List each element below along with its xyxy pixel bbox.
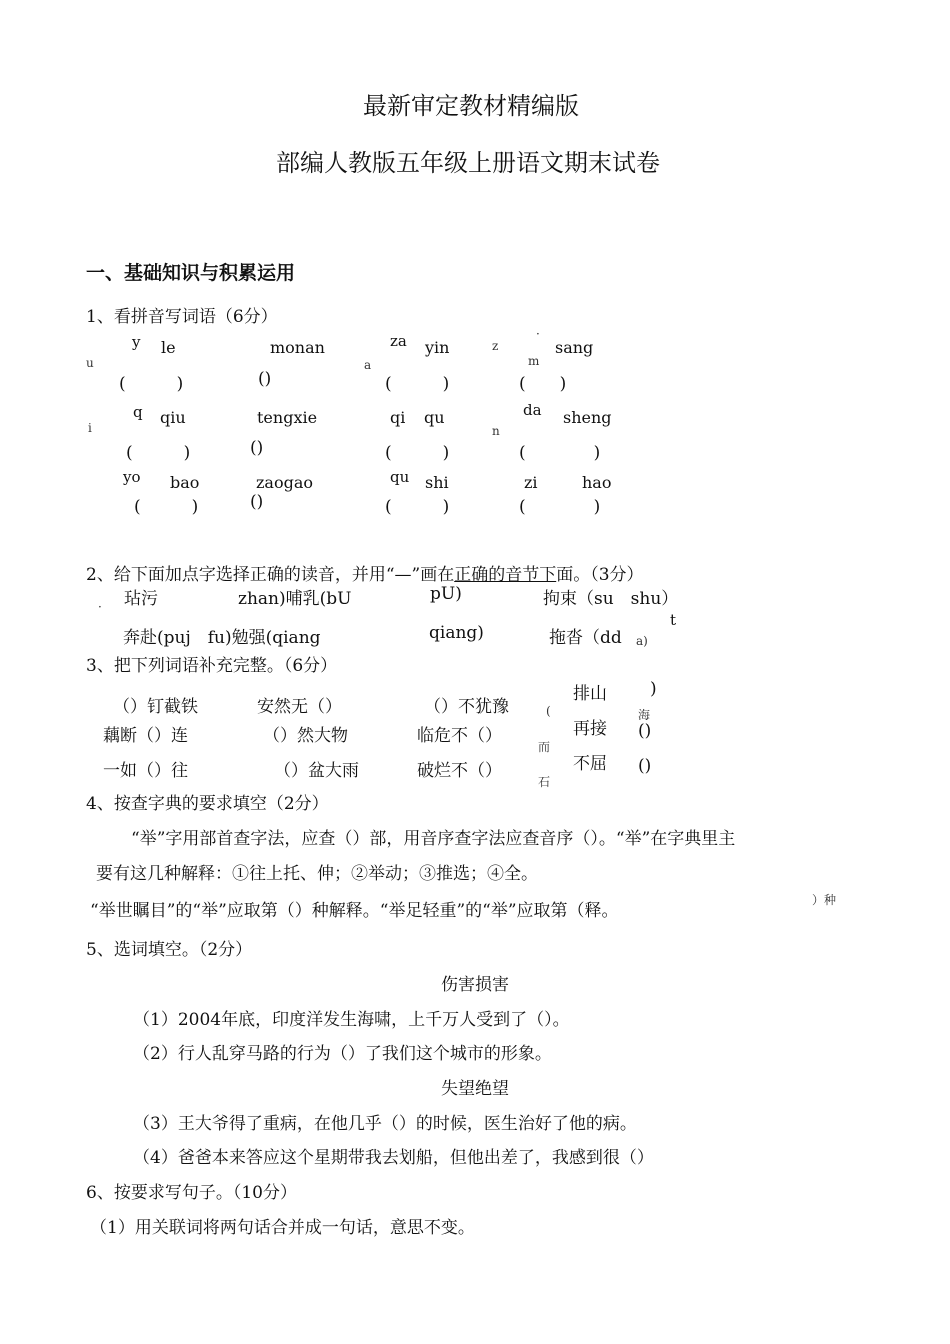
pinyin: qu	[424, 408, 445, 427]
idiom-item: 排山	[573, 684, 607, 704]
section-heading: 一、基础知识与积累运用	[86, 262, 296, 284]
word-option: zhan)哺乳(bU	[238, 589, 352, 609]
idiom-item: （）不犹豫	[424, 697, 509, 717]
text-fragment: i	[88, 421, 92, 435]
idiom-item: 一如（）往	[103, 761, 188, 781]
answer-blank[interactable]: ( )	[126, 443, 191, 463]
pinyin: qi	[390, 408, 406, 427]
question-4-heading: 4、按查字典的要求填空（2分）	[86, 794, 329, 814]
text-fragment: u	[86, 356, 94, 370]
pinyin: zi	[524, 473, 538, 492]
idiom-item: 安然无（）	[257, 697, 342, 717]
idiom-item: 不屈	[573, 754, 607, 774]
word-option: 拘束（su shu）	[543, 589, 679, 609]
idiom-item: )	[650, 679, 657, 699]
word-option: pU)	[430, 584, 462, 604]
pinyin: qiu	[160, 408, 186, 427]
pinyin: bao	[170, 473, 200, 492]
sentence: （1）2004年底，印度洋发生海啸，上千万人受到了（）。	[133, 1010, 570, 1030]
word-option: 拖沓（dd	[549, 628, 622, 648]
idiom-item: 再接	[573, 719, 607, 739]
pinyin: q	[133, 403, 143, 421]
question-2-heading	[86, 560, 644, 585]
underlined-text: 正确的音节下	[454, 565, 557, 585]
pinyin: le	[161, 338, 176, 357]
pinyin: da	[523, 401, 542, 419]
pinyin: yin	[425, 338, 450, 357]
text-fragment: z	[492, 339, 499, 353]
idiom-item: 藕断（）连	[103, 726, 188, 746]
answer-blank[interactable]: ( )	[119, 374, 184, 394]
pinyin: sang	[555, 338, 594, 357]
page-title: 最新审定教材精编版	[363, 92, 579, 120]
idiom-item: ()	[638, 721, 652, 741]
paragraph-line: “举世瞩目”的“举”应取第（）种解释。“举足轻重”的“举”应取第（释。	[90, 901, 619, 921]
pinyin: hao	[582, 473, 612, 492]
word-option: qiang)	[429, 623, 484, 643]
idiom-item: ()	[638, 756, 652, 776]
pinyin: y	[132, 333, 141, 351]
text-fragment: 而	[538, 740, 551, 754]
heading-part: 面。（3分）	[556, 565, 644, 585]
idiom-item: （）钉截铁	[113, 697, 198, 717]
word-choices: 失望绝望	[441, 1079, 509, 1099]
paragraph-line: “举”字用部首查字法，应查（）部，用音序查字法应查音序（）。“举”在字典里主	[131, 829, 736, 849]
answer-blank[interactable]: ()	[258, 369, 272, 389]
answer-blank[interactable]: ( )	[519, 443, 601, 463]
text-fragment: m	[528, 354, 540, 368]
page-subtitle: 部编人教版五年级上册语文期末试卷	[276, 149, 660, 177]
answer-blank[interactable]: ( )	[134, 497, 199, 517]
sentence: （2）行人乱穿马路的行为（）了我们这个城市的形象。	[133, 1044, 552, 1064]
pinyin: monan	[270, 338, 325, 357]
text-fragment: t	[670, 611, 677, 629]
answer-blank[interactable]: ()	[250, 438, 264, 458]
pinyin: qu	[390, 468, 410, 486]
question-5-heading: 5、选词填空。（2分）	[86, 940, 253, 960]
sub-question: （1）用关联词将两句话合并成一句话，意思不变。	[90, 1218, 475, 1238]
idiom-item: 破烂不（）	[417, 761, 502, 781]
question-1-heading: 1、看拼音写词语（6分）	[86, 307, 278, 327]
text-fragment: a	[364, 358, 372, 372]
answer-blank[interactable]: ( )	[385, 443, 450, 463]
answer-blank[interactable]: ()	[250, 492, 264, 512]
text-fragment: ）种	[812, 893, 837, 907]
text-fragment: ·	[536, 327, 540, 341]
idiom-item: 临危不（）	[417, 726, 502, 746]
text-fragment: n	[492, 424, 500, 438]
answer-blank[interactable]: ( )	[519, 497, 601, 517]
word-option: 玷污	[124, 589, 158, 609]
question-6-heading: 6、按要求写句子。（10分）	[86, 1183, 297, 1203]
text-fragment: 石	[538, 775, 551, 789]
paragraph-line: 要有这几种解释：①往上托、伸；②举动；③推选；④全。	[96, 864, 538, 884]
text-fragment: ·	[98, 600, 102, 614]
text-fragment: (	[546, 704, 551, 718]
idiom-item: （）盆大雨	[274, 761, 359, 781]
heading-part: 2、给下面加点字选择正确的读音，并用“—”画在	[86, 565, 455, 585]
text-fragment: 海	[638, 708, 651, 722]
pinyin: tengxie	[257, 408, 318, 427]
idiom-item: （）然大物	[263, 726, 348, 746]
answer-blank[interactable]: ( )	[519, 374, 567, 394]
question-3-heading: 3、把下列词语补充完整。（6分）	[86, 656, 338, 676]
answer-blank[interactable]: ( )	[385, 497, 450, 517]
pinyin: za	[390, 332, 407, 350]
answer-blank[interactable]: ( )	[385, 374, 450, 394]
word-choices: 伤害损害	[441, 975, 509, 995]
pinyin: yo	[123, 468, 141, 486]
pinyin: sheng	[563, 408, 612, 427]
pinyin: zaogao	[256, 473, 314, 492]
sentence: （4）爸爸本来答应这个星期带我去划船，但他出差了，我感到很（）	[133, 1148, 654, 1168]
pinyin: shi	[425, 473, 449, 492]
word-option: 奔赴(puj fu)勉强(qiang	[123, 628, 321, 648]
sentence: （3）王大爷得了重病，在他几乎（）的时候，医生治好了他的病。	[133, 1114, 637, 1134]
text-fragment: a)	[636, 634, 648, 648]
